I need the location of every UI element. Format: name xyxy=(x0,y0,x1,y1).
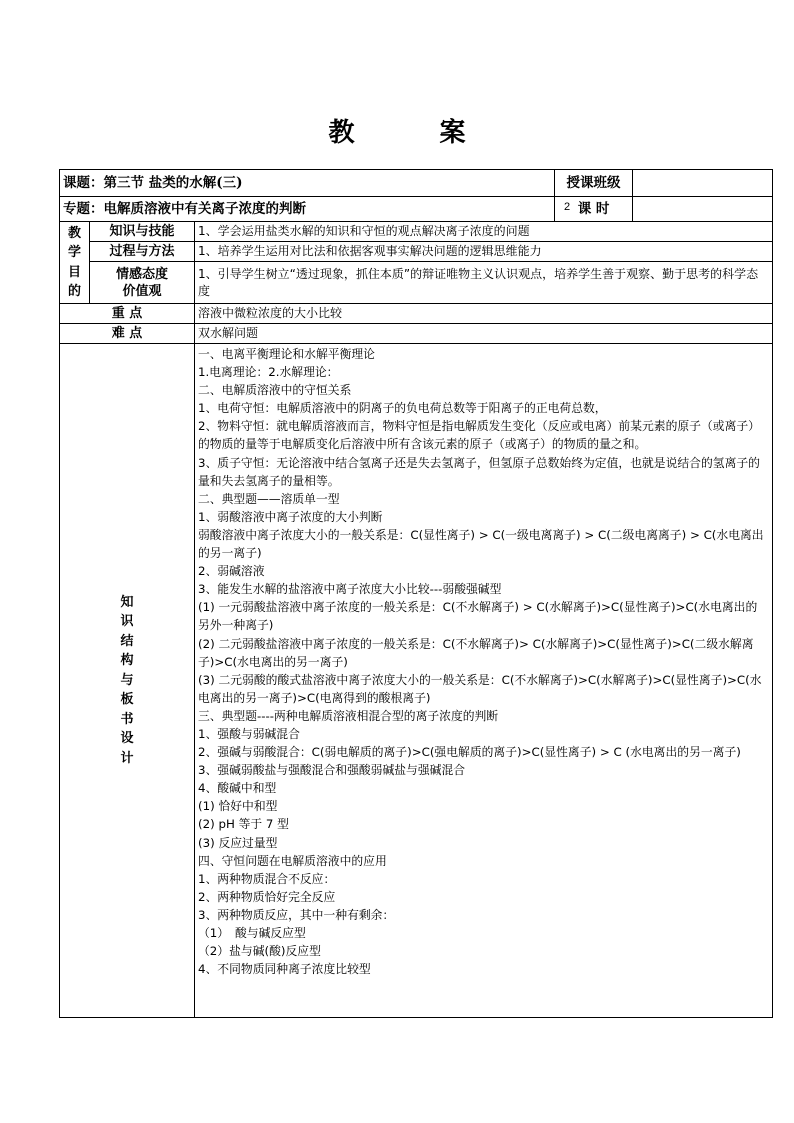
design-line: 2、弱碱溶液 xyxy=(198,564,265,579)
design-line: (2) pH 等于 7 型 xyxy=(198,817,289,832)
design-side-label xyxy=(60,344,195,1018)
goal-label-attitude-line2: 价值观 xyxy=(122,283,162,299)
design-line: 四、守恒问题在电解质溶液中的应用 xyxy=(198,853,387,868)
design-line: 1、电荷守恒：电解质溶液中的阴离子的负电荷总数等于阳离子的正电荷总数， xyxy=(198,401,607,416)
hours-value-cell xyxy=(633,197,773,222)
difficulty-label: 难 点 xyxy=(60,324,195,344)
design-line: 3、质子守恒：无论溶液中结合氢离子还是失去氢离子，但氢原子总数始终为定值，也就是说结合的氢离子的量和失去氢离子的量相等。 xyxy=(198,455,760,488)
difficulty-text: 双水解问题 xyxy=(195,324,773,344)
hours-label-cell: 课 时 xyxy=(555,197,633,222)
class-value-cell xyxy=(633,170,773,197)
design-line: 4、酸碱中和型 xyxy=(198,781,277,796)
design-line: 1、两种物质混合不反应： xyxy=(198,871,336,886)
design-side-char: 书 xyxy=(120,711,134,727)
difficulty-row xyxy=(60,324,773,344)
goal-text-knowledge: 1、学会运用盐类水解的知识和守恒的观点解决离子浓度的问题 xyxy=(195,222,773,242)
design-side-char: 设 xyxy=(120,731,134,747)
goal-label-attitude xyxy=(90,262,195,304)
goal-text-process: 1、培养学生运用对比法和依据客观事实解决问题的逻辑思维能力 xyxy=(195,242,773,262)
design-line: 3、强碱弱酸盐与强酸混合和强酸弱碱盐与强碱混合 xyxy=(198,763,466,778)
design-line: 2、强碱与弱酸混合：C(弱电解质的离子)>C(强电解质的离子)>C(显性离子) > C (水电离出的另一离子) xyxy=(198,745,741,760)
class-label-cell: 授课班级 xyxy=(555,170,633,197)
design-side-char: 与 xyxy=(120,672,134,688)
design-line: 2、两种物质恰好完全反应 xyxy=(198,889,336,904)
topic-row xyxy=(60,170,773,197)
hours-value: 2 xyxy=(564,201,571,213)
design-side-char: 板 xyxy=(120,692,134,708)
design-line: 3、两种物质反应，其中一种有剩余： xyxy=(198,907,395,922)
goal-row-attitude xyxy=(60,262,773,304)
design-line: （2）盐与碱(酸)反应型 xyxy=(198,944,321,959)
design-line: 三、典型题----两种电解质溶液相混合型的离子浓度的判断 xyxy=(198,708,499,723)
goal-text-attitude: 1、引导学生树立“透过现象，抓住本质”的辩证唯物主义认识观点，培养学生善于观察、勤于思考的科学态度 xyxy=(195,262,773,304)
design-line: (3) 反应过量型 xyxy=(198,835,278,850)
design-line: 1.电离理论：2.水解理论： xyxy=(198,365,339,380)
design-line: 二、典型题——溶质单一型 xyxy=(198,491,340,506)
subject-cell: 专题：电解质溶液中有关离子浓度的判断 xyxy=(60,197,555,222)
goals-side-char: 学 xyxy=(67,245,81,260)
design-line: (2) 二元弱酸盐溶液中离子浓度的一般关系是：C(不水解离子)> C(水解离子)>C(显性离子)>C(二级水解离子)>C(水电离出的另一离子) xyxy=(198,636,754,669)
design-line: 一、电离平衡理论和水解平衡理论 xyxy=(198,347,375,361)
design-line: 1、弱酸溶液中离子浓度的大小判断 xyxy=(198,509,383,524)
goal-row-knowledge xyxy=(60,222,773,242)
goal-row-process xyxy=(60,242,773,262)
key-point-text: 溶液中微粒浓度的大小比较 xyxy=(195,304,773,324)
page-title: 教 案 xyxy=(328,118,504,148)
design-side-char: 识 xyxy=(120,614,134,630)
design-line: 4、不同物质同种离子浓度比较型 xyxy=(198,962,371,977)
design-side-char: 构 xyxy=(120,653,134,669)
design-line: 1、强酸与弱碱混合 xyxy=(198,726,300,741)
goals-side-char: 教 xyxy=(67,225,81,241)
design-row xyxy=(60,344,773,1018)
key-point-label: 重 点 xyxy=(60,304,195,324)
design-content xyxy=(195,344,773,1018)
topic-cell: 课题：第三节 盐类的水解(三) xyxy=(60,170,555,197)
subject-row xyxy=(60,197,773,222)
goals-side-label xyxy=(60,222,90,304)
design-line: 弱酸溶液中离子浓度大小的一般关系是：C(显性离子) > C(一级电离离子) > C(二级电离离子) > C(水电离出的另一离子) xyxy=(198,527,764,561)
design-side-char: 结 xyxy=(120,633,134,649)
goal-label-knowledge: 知识与技能 xyxy=(90,222,195,242)
design-line: (3) 二元弱酸的酸式盐溶液中离子浓度大小的一般关系是：C(不水解离子)>C(水解离子)>C(显性离子)>C(水电离出的另一离子)>C(电离得到的酸根离子) xyxy=(198,672,762,705)
design-line: 3、能发生水解的盐溶液中离子浓度大小比较---弱酸强碱型 xyxy=(198,582,502,597)
design-side-char: 知 xyxy=(120,594,134,610)
design-line: 2、物料守恒：就电解质溶液而言，物料守恒是指电解质发生变化（反应或电离）前某元素的原子（或离子）的物质的量等于电解质变化后溶液中所有含该元素的原子（或离子）的物质的量之和。 xyxy=(198,419,760,452)
goals-side-char: 的 xyxy=(67,284,81,299)
goal-label-process: 过程与方法 xyxy=(90,242,195,262)
lesson-plan-table xyxy=(59,169,773,1018)
design-line: (1) 恰好中和型 xyxy=(198,799,278,814)
design-line: (1) 一元弱酸盐溶液中离子浓度的一般关系是：C(不水解离子) > C(水解离子)>C(显性离子)>C(水电离出的另外一种离子) xyxy=(198,600,758,633)
goal-label-attitude-line1: 情感态度 xyxy=(115,266,168,282)
design-line: 二、电解质溶液中的守恒关系 xyxy=(198,383,352,398)
design-side-char: 计 xyxy=(120,750,134,766)
goals-side-char: 目 xyxy=(67,264,81,280)
key-point-row xyxy=(60,304,773,324)
design-line: （1） 酸与碱反应型 xyxy=(198,926,306,940)
